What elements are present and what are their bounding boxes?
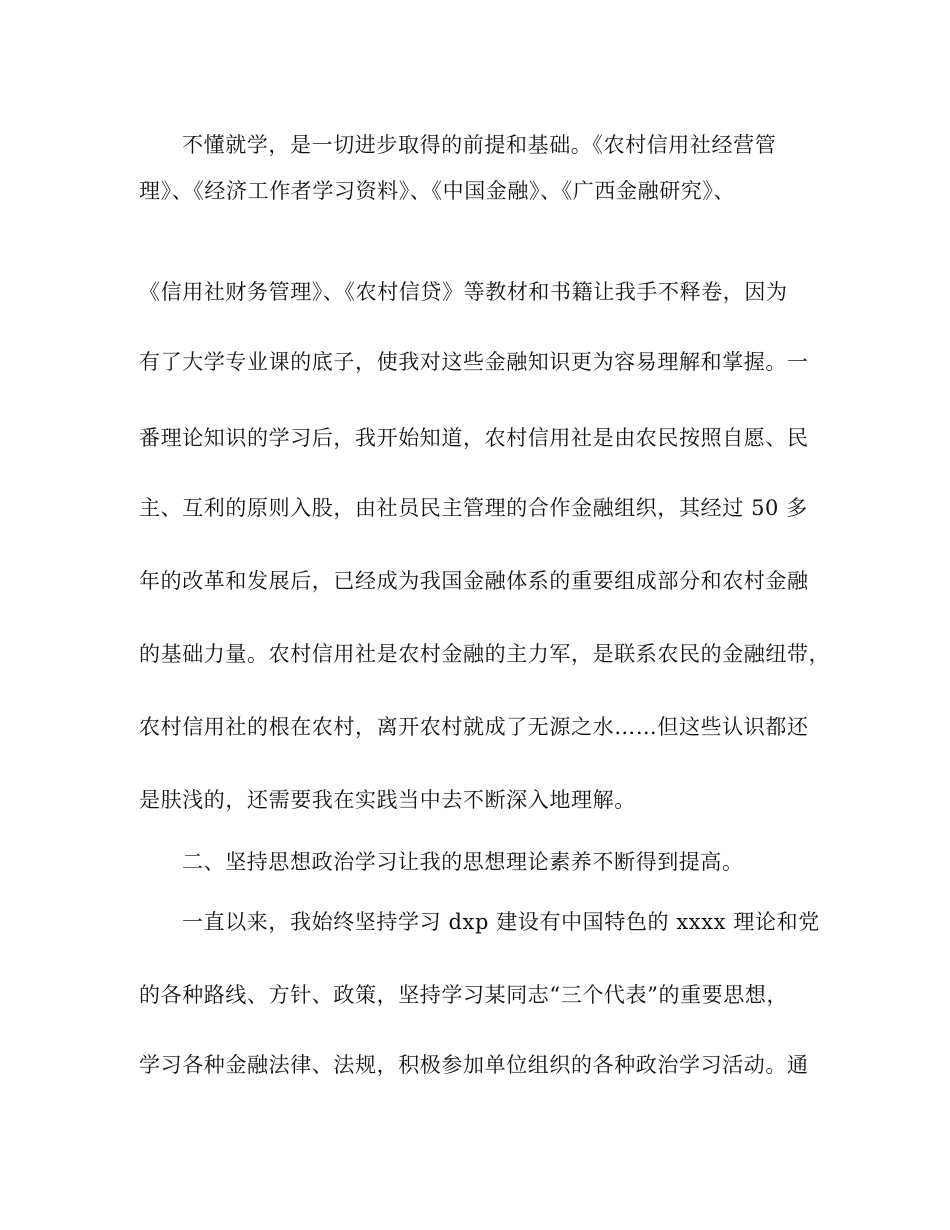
paragraph-line: 年的改革和发展后，已经成为我国金融体系的重要组成部分和农村金融	[139, 569, 809, 593]
paragraph-line: 是肤浅的，还需要我在实践当中去不断深入地理解。	[139, 788, 636, 812]
paragraph-line: 不懂就学，是一切进步取得的前提和基础。《农村信用社经营管	[182, 133, 777, 157]
paragraph-line: 有了大学专业课的底子，使我对这些金融知识更为容易理解和掌握。一	[139, 350, 809, 374]
paragraph-line: 《信用社财务管理》、《农村信贷》等教材和书籍让我手不释卷，因为	[139, 280, 788, 304]
section-heading: 二、坚持思想政治学习让我的思想理论素养不断得到提高。	[182, 850, 744, 874]
paragraph-line: 的各种路线、方针、政策，坚持学习某同志“三个代表”的重要思想，	[139, 983, 789, 1007]
paragraph-line: 农村信用社的根在农村，离开农村就成了无源之水……但这些认识都还	[139, 715, 809, 739]
paragraph-line: 一直以来，我始终坚持学习 dxp 建设有中国特色的 xxxx 理论和党	[182, 910, 820, 934]
paragraph-line: 学习各种金融法律、法规，积极参加单位组织的各种政治学习活动。通	[139, 1053, 809, 1077]
paragraph-line: 番理论知识的学习后，我开始知道，农村信用社是由农民按照自愿、民	[139, 426, 809, 450]
paragraph-line: 的基础力量。农村信用社是农村金融的主力军，是联系农民的金融纽带，	[139, 642, 831, 666]
paragraph-line: 理》、《经济工作者学习资料》、《中国金融》、《广西金融研究》、	[139, 179, 736, 203]
paragraph-line: 主、互利的原则入股，由社员民主管理的合作金融组织，其经过 50 多	[139, 496, 808, 520]
